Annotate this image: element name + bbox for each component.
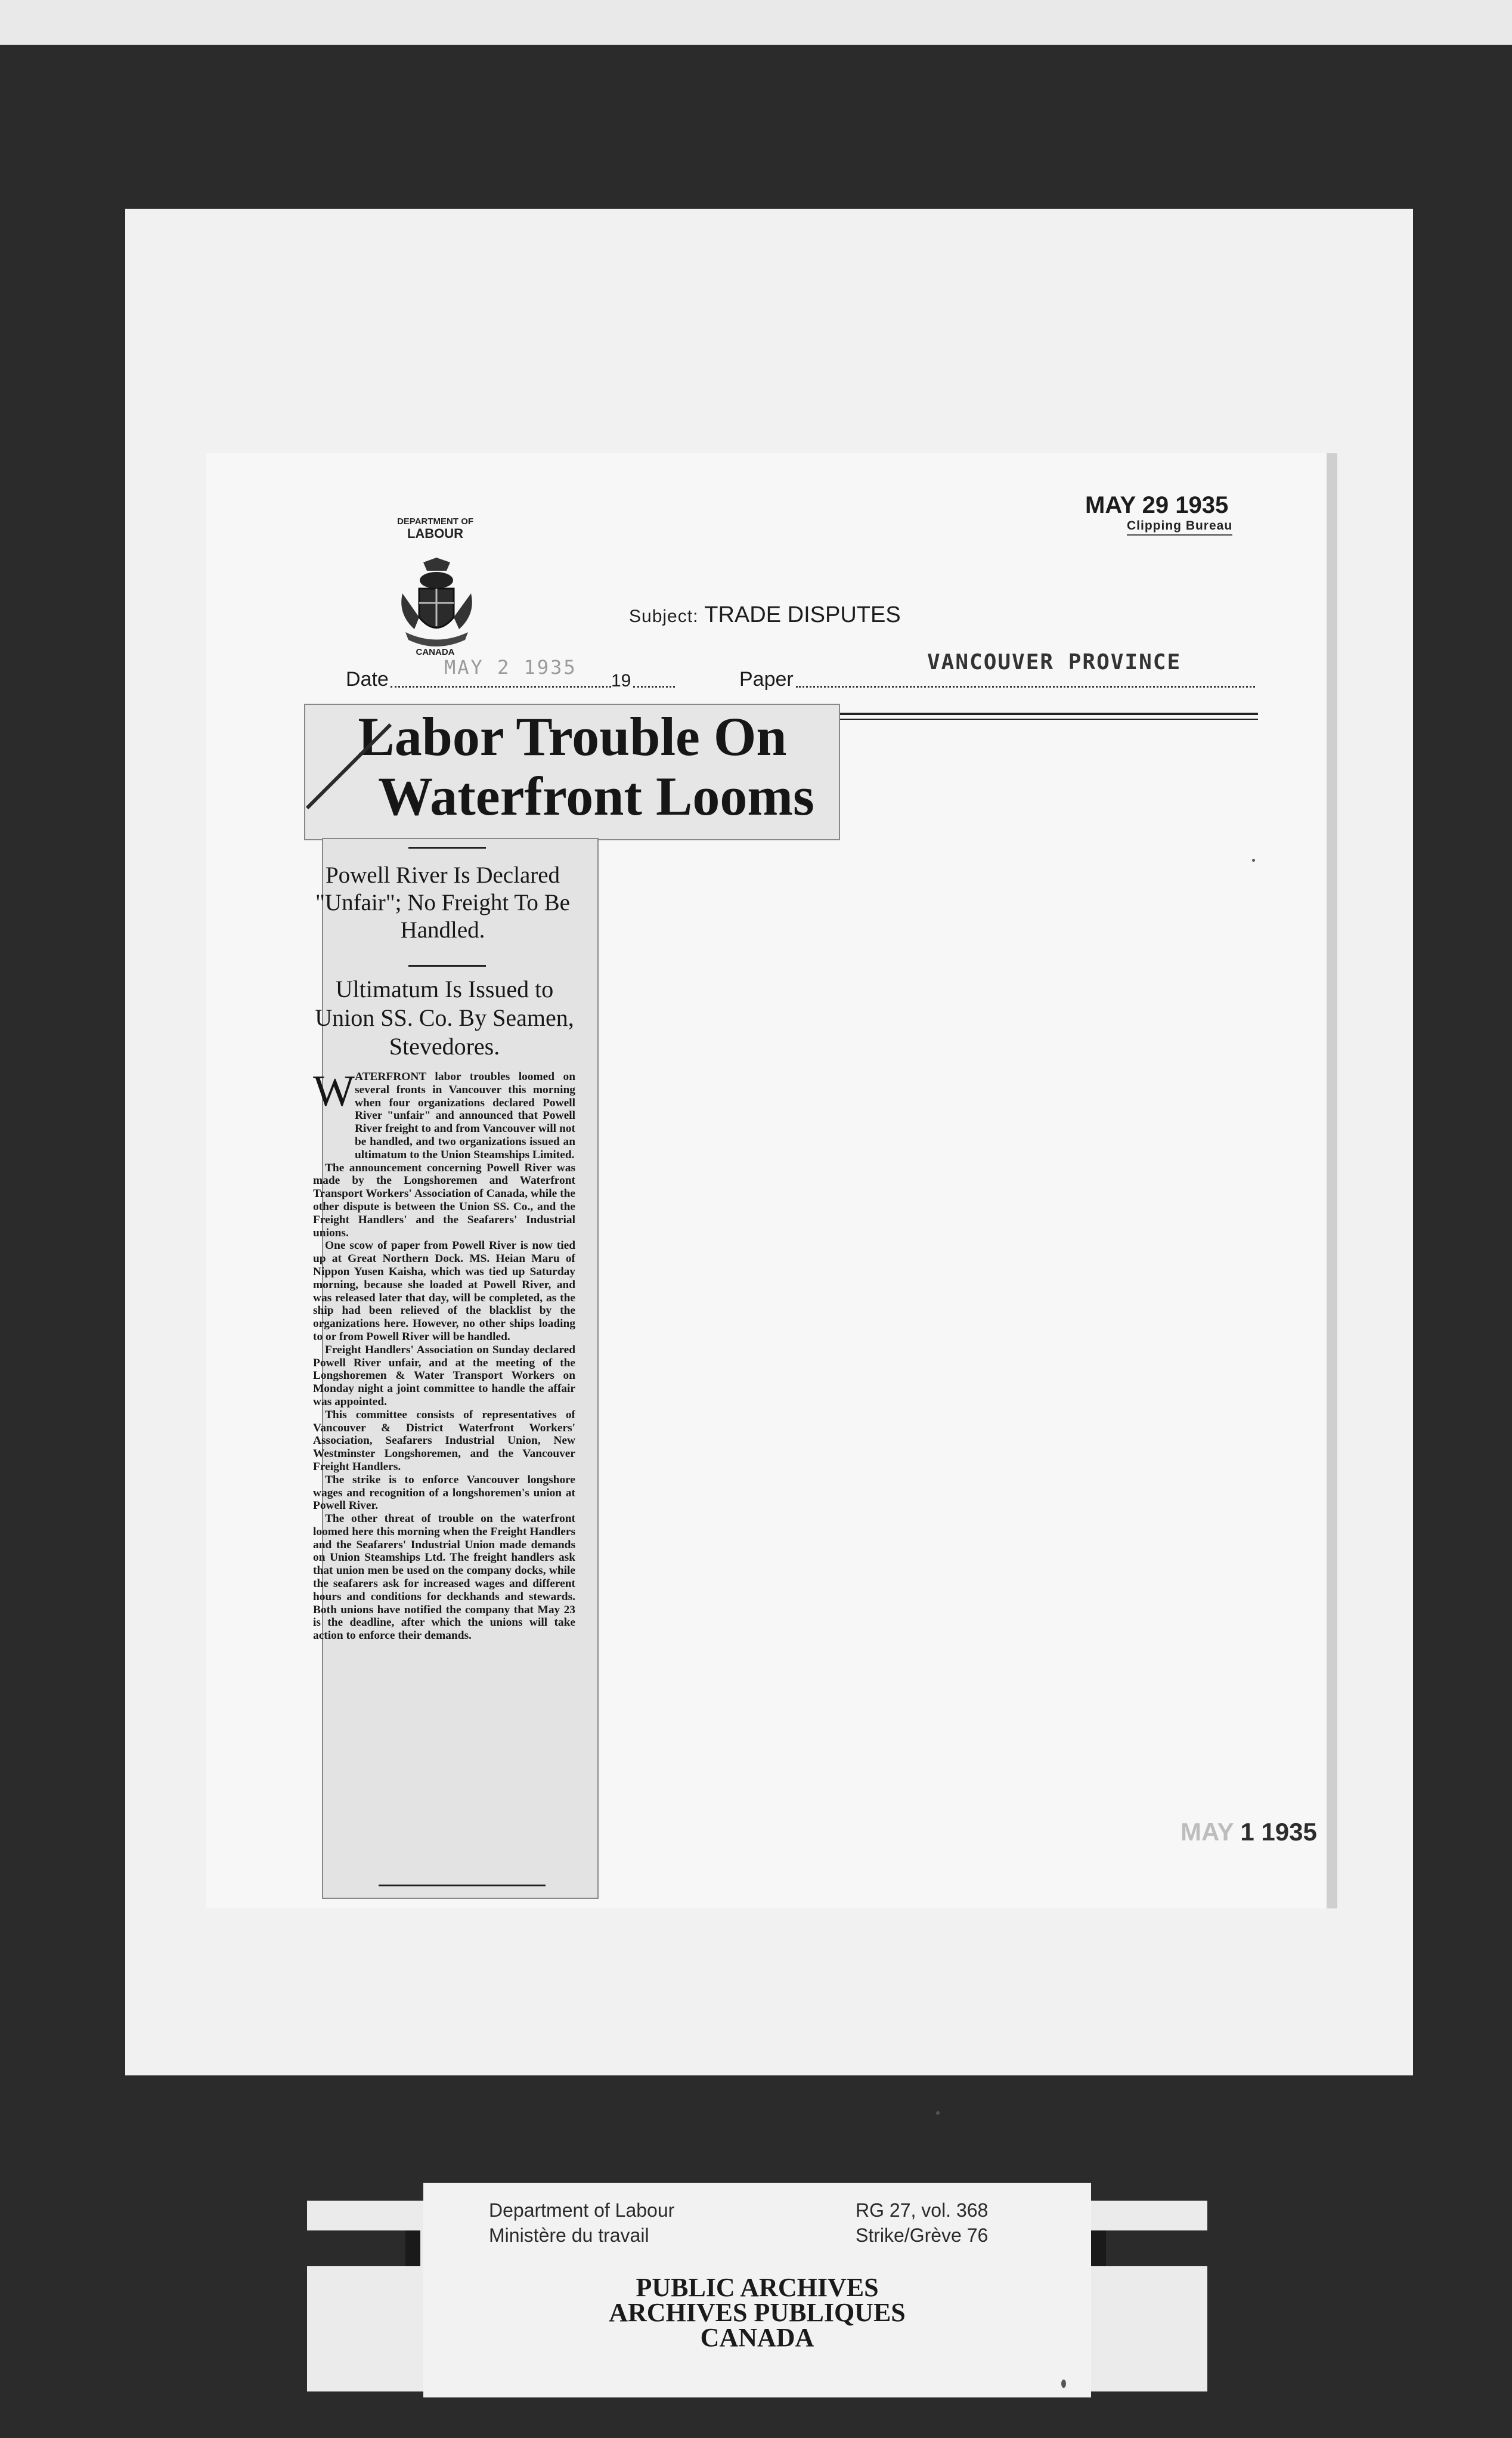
dust-speck [1252, 859, 1255, 862]
subject-value: TRADE DISPUTES [704, 602, 901, 627]
subject-line [629, 602, 901, 628]
label-notch-right-edge [1091, 2230, 1106, 2266]
department-line1: DEPARTMENT OF [396, 516, 474, 527]
pen-slash-mark [304, 722, 394, 811]
label-notch-left-edge [405, 2230, 420, 2266]
article-paragraph: Freight Handlers' Association on Sunday declared Powell River unfair, and at the meeting of the Longshoremen & Water Transport Workers on Monday night a joint committee to handle the affair was appointed. [313, 1343, 575, 1408]
archive-dept-en: Department of Labour [489, 2199, 675, 2221]
archives-line3: CANADA [700, 2323, 814, 2352]
article-drop-cap: W [313, 1067, 355, 1116]
article-paragraph: One scow of paper from Powell River is now tied up at Great Northern Dock. MS. Heian Maru of Nippon Yusen Kaisha, which was tied up Saturday morning, because she loaded at Powell River, and was released later that day, will be completed, as the ship had been relieved of the blacklist by the organizations here. However, no other ships loading to or from Powell River will be handled. [313, 1239, 575, 1343]
headline-line2: Waterfront Looms [378, 766, 814, 827]
label-notch-right [1091, 2230, 1207, 2266]
article-deck-2: Ultimatum Is Issued to Union SS. Co. By Seamen, Stevedores. [315, 976, 574, 1060]
article-deck-1: Powell River Is Declared "Unfair"; No Freight To Be Handled. [315, 862, 570, 943]
archive-reference [856, 2198, 988, 2248]
article-end-rule [379, 1885, 546, 1886]
archive-dept [489, 2198, 674, 2248]
archives-title [489, 2275, 1025, 2350]
deck-separator [408, 847, 486, 849]
dust-speck [936, 2111, 940, 2115]
film-top-border [0, 0, 1512, 45]
article-paragraph: This committee consists of representatives of Vancouver & District Waterfront Workers' Association, Seafarers Industrial Union, New Westminster Longshoremen, and the Vancouver Freight Handlers. [313, 1408, 575, 1473]
archive-ref-strike: Strike/Grève 76 [856, 2224, 989, 2246]
received-stamp-month: MAY [1181, 1818, 1234, 1846]
headline-line1: Labor Trouble On [358, 706, 787, 767]
clipping-date-stamp: MAY 29 1935 [1085, 492, 1229, 518]
paper-label: Paper [739, 668, 794, 691]
date-stamp: MAY 2 1935 [444, 656, 577, 679]
paper-dotted-line [796, 686, 1255, 688]
subject-label: Subject: [629, 607, 699, 626]
department-line2: LABOUR [407, 526, 464, 541]
deck-separator [408, 965, 486, 967]
label-notch-left [307, 2230, 420, 2266]
department-label [382, 516, 489, 540]
canada-label: CANADA [416, 647, 455, 657]
archive-ref-volume: RG 27, vol. 368 [856, 2199, 989, 2221]
coat-of-arms-icon [396, 558, 477, 647]
paper-stamp: VANCOUVER PROVINCE [927, 650, 1182, 675]
date-dotted-line [391, 686, 611, 688]
article-paragraph: The strike is to enforce Vancouver longshore wages and recognition of a longshoremen's union at Powell River. [313, 1473, 575, 1512]
clipping-bureau-label: Clipping Bureau [1127, 519, 1232, 536]
archive-dept-fr: Ministère du travail [489, 2224, 649, 2246]
year-label: 19 [611, 671, 631, 691]
dust-speck [1061, 2380, 1066, 2388]
received-stamp-date: 1 1935 [1240, 1818, 1317, 1846]
article-paragraph: ATERFRONT labor troubles loomed on several fronts in Vancouver this morning when four organizations declared Powell River "unfair" and announced that Powell River freight to and from Vancouver will not be handled, and two organizations issued an ultimatum to the Union Steamships Limited. [355, 1071, 575, 1161]
received-stamp [1181, 1818, 1317, 1846]
year-dotted-line [633, 686, 675, 688]
article-paragraph: The other threat of trouble on the waterfront loomed here this morning when the Freight Handlers and the Seafarers' Industrial Union made demands on Union Steamships Ltd. The freight handlers ask that union men be used on the company docks, while the seafarers ask for increased wages and different hours and conditions for deckhands and stewards. Both unions have notified the company that May 23 is the deadline, after which the unions will take action to enforce their demands. [313, 1512, 575, 1642]
archives-line2: ARCHIVES PUBLIQUES [609, 2298, 906, 2327]
article-paragraph: The announcement concerning Powell River was made by the Longshoremen and Waterfront Transport Workers' Association of Canada, while the other dispute is between the Union SS. Co., and the Freight Handlers' and the Seafarers' Industrial unions. [313, 1161, 575, 1239]
date-label: Date [346, 668, 389, 691]
archives-line1: PUBLIC ARCHIVES [636, 2273, 879, 2302]
article-body [313, 1067, 575, 1873]
